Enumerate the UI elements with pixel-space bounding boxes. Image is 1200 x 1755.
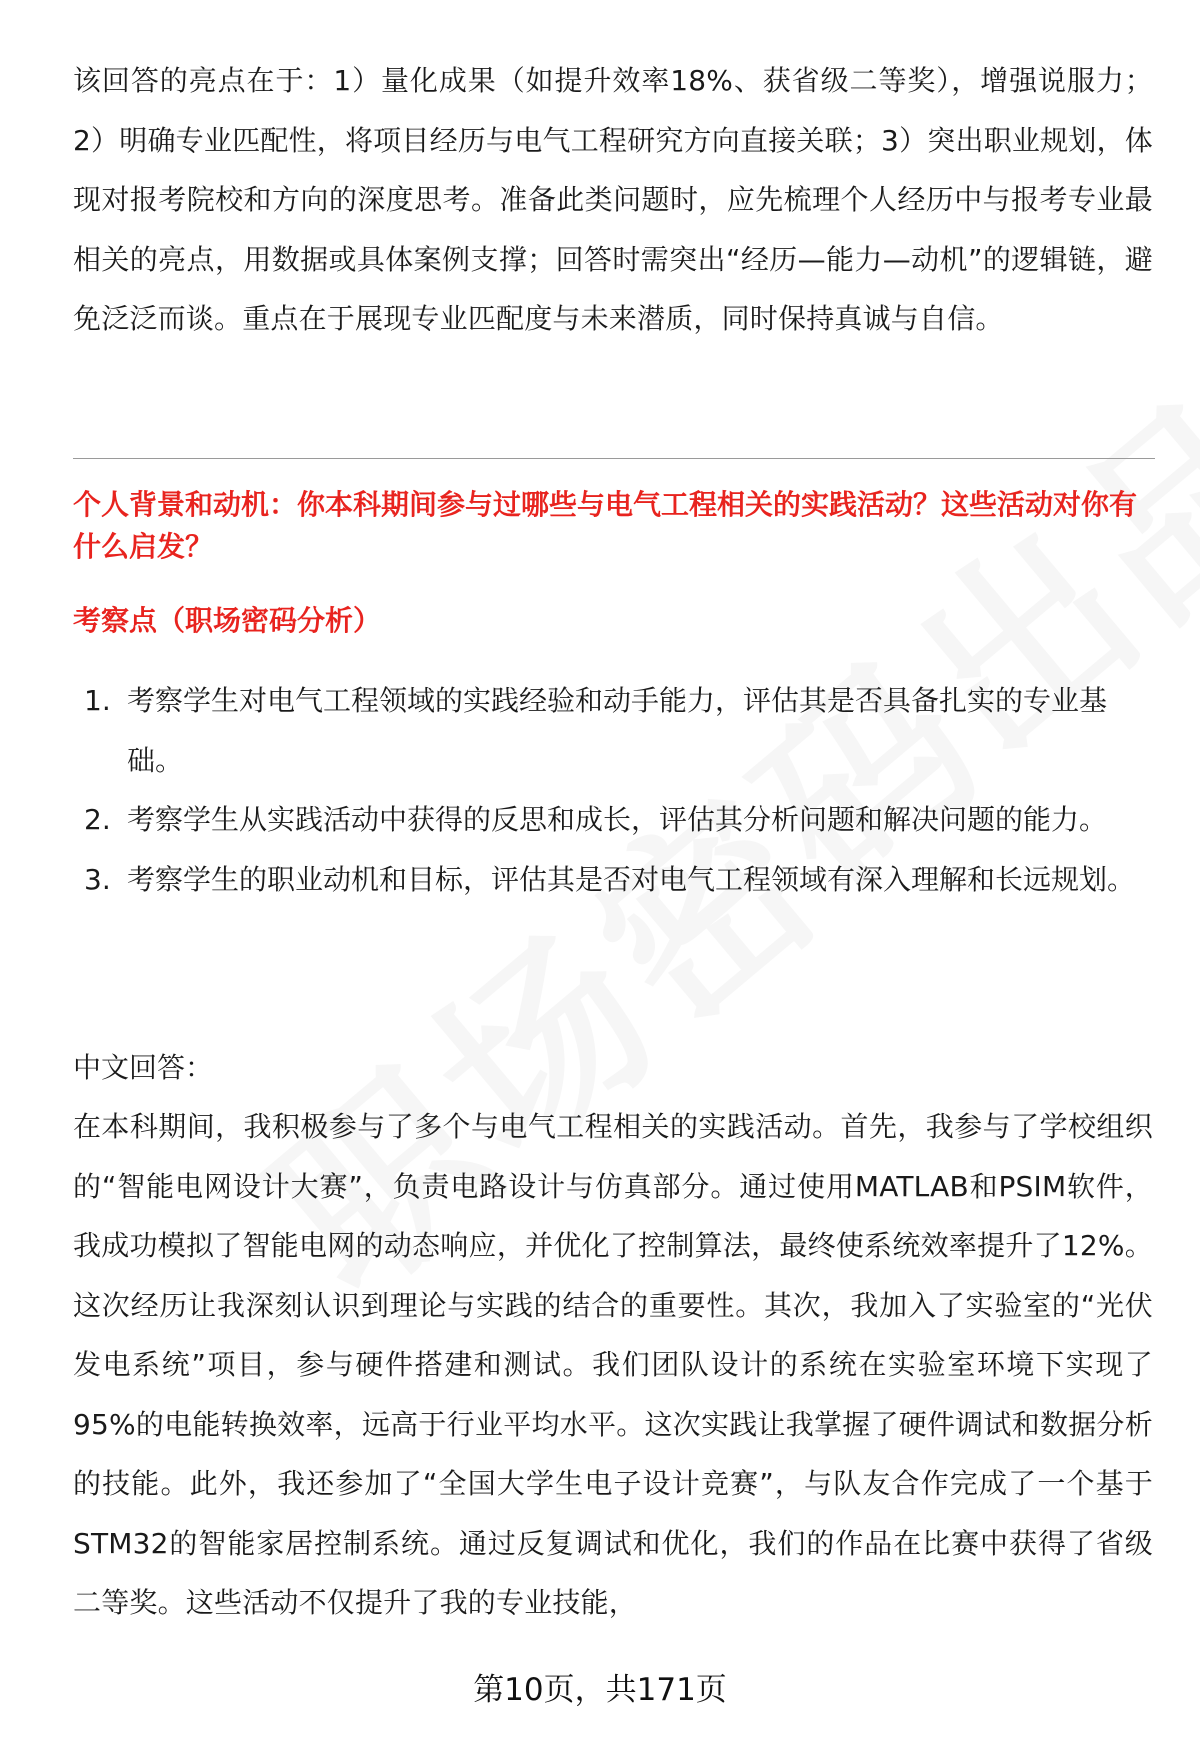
assessment-point: [73, 671, 1158, 790]
point-text: 考察学生的职业动机和目标，评估其是否对电气工程领域有深入理解和长远规划。: [127, 862, 1136, 896]
point-text: 考察学生对电气工程领域的实践经验和动手能力，评估其是否具备扎实的专业基础。: [127, 684, 1108, 777]
assessment-points-list: [73, 671, 1158, 909]
page-number-footer: 第10页，共171页: [473, 1672, 727, 1708]
assessment-heading: 考察点（职场密码分析）: [73, 604, 382, 637]
intro-paragraph: 该回答的亮点在于：1）量化成果（如提升效率18%、获省级二等奖），增强说服力；2）明确专业匹配性，将项目经历与电气工程研究方向直接关联；3）突出职业规划，体现对报考院校和方向的深度思考。准备此类问题时，应先梳理个人经历中与报考专业最相关的亮点，用数据或具体案例支撑；回答时需突出“经历—能力—动机”的逻辑链，避免泛泛而谈。重点在于展现专业匹配度与未来潜质，同时保持真诚与自信。: [73, 64, 1153, 335]
answer-paragraph: 在本科期间，我积极参与了多个与电气工程相关的实践活动。首先，我参与了学校组织的“智能电网设计大赛”，负责电路设计与仿真部分。通过使用MATLAB和PSIM软件，我成功模拟了智能电网的动态响应，并优化了控制算法，最终使系统效率提升了12%。这次经历让我深刻认识到理论与实践的结合的重要性。其次，我加入了实验室的“光伏发电系统”项目，参与硬件搭建和测试。我们团队设计的系统在实验室环境下实现了95%的电能转换效率，远高于行业平均水平。这次实践让我掌握了硬件调试和数据分析的技能。此外，我还参加了“全国大学生电子设计竞赛”，与队友合作完成了一个基于STM32的智能家居控制系统。通过反复调试和优化，我们的作品在比赛中获得了省级二等奖。这些活动不仅提升了我的专业技能，: [73, 1110, 1153, 1619]
section-divider: [73, 458, 1155, 459]
assessment-point: [73, 850, 1158, 910]
point-number: 2.: [84, 803, 111, 836]
point-text: 考察学生从实践活动中获得的反思和成长，评估其分析问题和解决问题的能力。: [127, 803, 1108, 836]
question-title: 个人背景和动机：你本科期间参与过哪些与电气工程相关的实践活动？这些活动对你有什么启发？: [73, 488, 1138, 563]
point-number: 3.: [84, 862, 111, 896]
assessment-point: [73, 790, 1158, 850]
answer-label: 中文回答：: [73, 1051, 214, 1084]
point-number: 1.: [84, 684, 111, 717]
